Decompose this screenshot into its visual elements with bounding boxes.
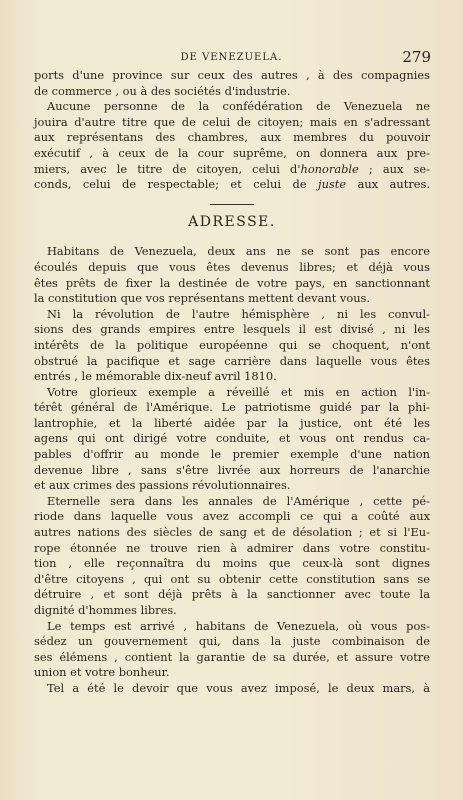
text-line: sédez un gouvernement qui, dans la juste combinaison de [34, 634, 430, 649]
text-line: miers, avec le titre de citoyen, celui d'honorable ; aux se- [34, 161, 430, 176]
page-body [34, 68, 430, 697]
text-line: devenue libre , sans s'être livrée aux horreurs de l'anarchie [34, 462, 430, 477]
paragraph [34, 385, 430, 494]
text-line: Habitans de Venezuela, deux ans ne se sont pas encore [47, 244, 430, 259]
text-line: ses élémens , contient la garantie de sa durée, et assure votre [34, 649, 430, 664]
text-line: Ni la révolution de l'autre hémisphère , ni les convul- [47, 306, 430, 321]
text-line: union et votre bonheur. [34, 665, 170, 680]
text-line: agens qui ont dirigé votre conduite, et vous ont rendus ca- [34, 431, 430, 446]
text-line: ports d'une province sur ceux des autres , à des compagnies [34, 68, 430, 82]
text-line: obstrué la pacifique et sage carrière dans laquelle vous êtes [34, 353, 430, 368]
text-line: intérêts de la politique européenne qui se choquent, n'ont [34, 337, 430, 352]
paragraph [34, 681, 430, 697]
text-line: rope étonnée ne trouve rien à admirer dans votre constitu- [34, 540, 430, 555]
text-line: et aux crimes des passions révolutionnaires. [34, 478, 291, 493]
text-line: d'être citoyens , qui ont su obtenir cette constitution sans se [34, 571, 430, 586]
text-line: pables d'offrir au monde le premier exemple d'une nation [34, 447, 430, 462]
text-line: Le temps est arrivé , habitans de Venezuela, où vous pos- [47, 618, 430, 633]
text-line: entrés , le mémorable dix-neuf avril 1810. [34, 369, 277, 384]
text-line: Votre glorieux exemple a réveillé et mis en action l'in- [47, 384, 430, 399]
text-line: térêt général de l'Amérique. Le patriotisme guidé par la phi- [34, 400, 430, 415]
paragraph [34, 307, 430, 385]
text-line: êtes prêts de fixer la destinée de votre pays, en sanctionnant [34, 275, 430, 290]
text-line: Aucune personne de la confédération de Venezuela ne [47, 99, 430, 114]
text-line: de commerce , ou à des sociétés d'industrie. [34, 83, 291, 98]
text-line: exécutif , à ceux de la cour suprême, on donnera aux pre- [34, 145, 430, 160]
running-title: DE VENEZUELA. [180, 52, 283, 63]
text-line: Tel a été le devoir que vous avez imposé, le deux mars, à [47, 680, 430, 695]
text-line: autres nations des siècles de sang et de désolation ; et si l'Eu- [34, 525, 430, 540]
text-line: riode dans laquelle vous avez accompli ce qui a coûté aux [34, 509, 430, 524]
text-line: la constitution que vos représentans mettent devant vous. [34, 291, 371, 306]
section-divider [210, 204, 254, 205]
text-line: Eternelle sera dans les annales de l'Amérique , cette pé- [47, 493, 430, 508]
text-line: conds, celui de respectable; et celui de juste aux autres. [34, 177, 430, 192]
paragraph [34, 619, 430, 681]
paragraph [34, 494, 430, 619]
paragraph [34, 244, 430, 306]
page-number: 279 [402, 48, 431, 66]
paragraph [34, 99, 430, 193]
text-line: tion , elle reçonnaîtra du moins que ceux-là sont dignes [34, 556, 430, 571]
text-line: sions des grands empires entre lesquels il est divisé , ni les [34, 322, 430, 337]
text-line: détruire , et sont déjà prêts à la sanctionner avec toute la [34, 587, 430, 602]
text-line: aux représentans des chambres, aux membres du pouvoir [34, 130, 430, 145]
paragraph [34, 68, 430, 99]
text-line: écoulés depuis que vous êtes devenus libres; et déjà vous [34, 259, 430, 274]
text-line: jouira d'autre titre que de celui de citoyen; mais en s'adressant [34, 114, 430, 129]
text-line: dignité d'hommes libres. [34, 603, 177, 617]
text-line: lantrophie, et la liberté aidée par la justice, ont été les [34, 415, 430, 430]
section-heading: ADRESSE. [188, 213, 276, 230]
running-head [28, 48, 435, 68]
